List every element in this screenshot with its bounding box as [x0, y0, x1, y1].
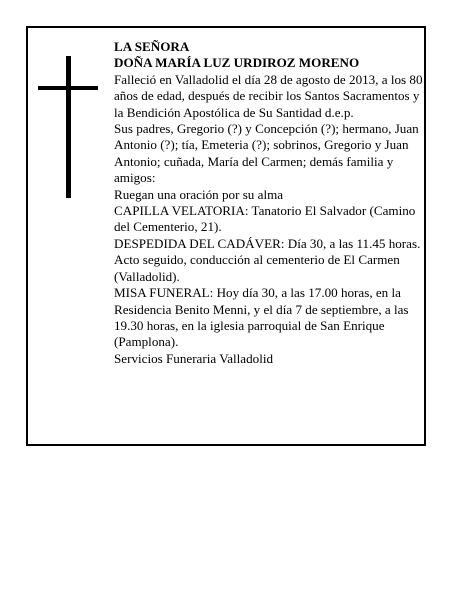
prayer-request: Ruegan una oración por su alma: [114, 186, 284, 202]
cross-vertical-bar: [66, 56, 71, 198]
obituary-notice: [26, 26, 426, 446]
funeral-services: Servicios Funeraria Valladolid: [114, 350, 274, 366]
wake-chapel: CAPILLA VELATORIA: Tanatorio El Salvador (Camino del Cementerio, 21).: [114, 203, 416, 235]
deceased-name: DOÑA MARÍA LUZ URDIROZ MORENO: [114, 55, 360, 71]
cross-horizontal-bar: [38, 86, 98, 90]
notice-title: LA SEÑORA: [114, 39, 190, 54]
notice-text: [114, 39, 426, 367]
family-list: Sus padres, Gregorio (?) y Concepción (?); hermano, Juan Antonio (?); tía, Emeteria (?); sobrinos, Gregorio y Juan Antonio; cuñada, María del Carmen; demás familia y amigos:: [114, 121, 419, 186]
funeral-mass: MISA FUNERAL: Hoy día 30, a las 17.00 horas, en la Residencia Benito Menni, y el día 7 de septiembre, a las 19.30 horas, en la iglesia parroquial de San Enrique (Pamplona).: [114, 285, 409, 350]
death-announcement: Falleció en Valladolid el día 28 de agosto de 2013, a los 80 años de edad, después de recibir los Santos Sacramentos y la Bendición Apostólica de Su Santidad d.e.p.: [114, 71, 423, 120]
farewell-details: DESPEDIDA DEL CADÁVER: Día 30, a las 11.45 horas. Acto seguido, conducción al cementerio de El Carmen (Valladolid).: [114, 235, 421, 284]
